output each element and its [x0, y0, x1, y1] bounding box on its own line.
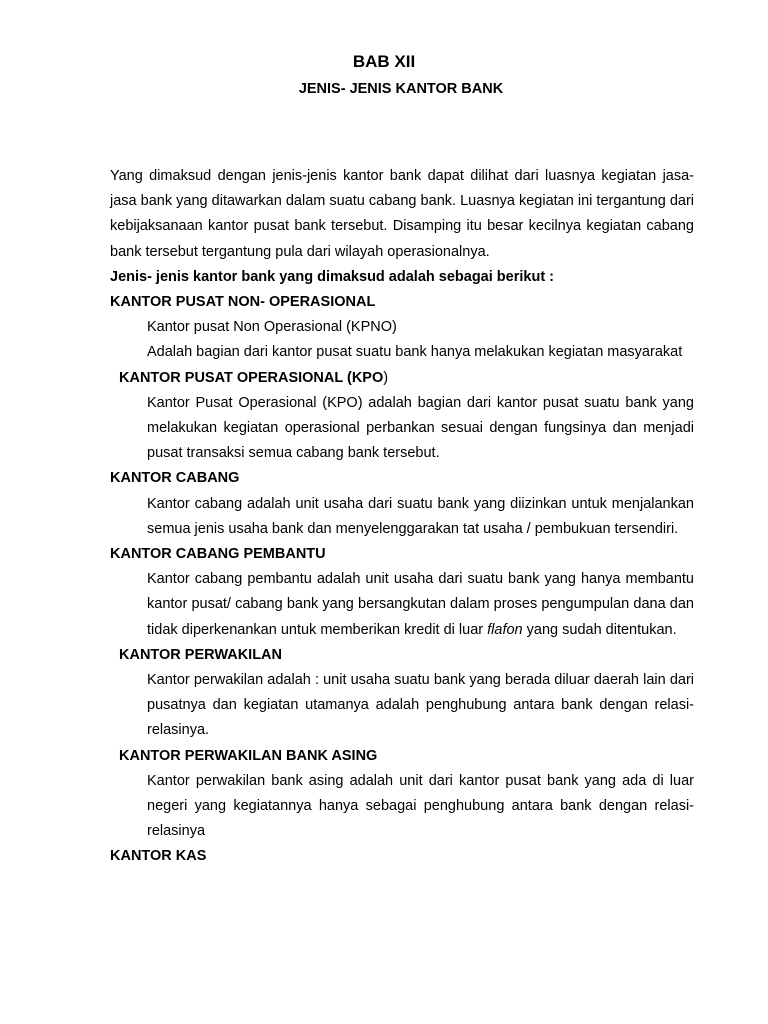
section-heading-kantor-kas: KANTOR KAS — [110, 848, 207, 865]
document-body — [110, 164, 694, 870]
section-text-kantor-cabang-pembantu — [110, 567, 694, 643]
section-heading-kantor-cabang-pembantu: KANTOR CABANG PEMBANTU — [110, 546, 326, 563]
intro-paragraph: Yang dimaksud dengan jenis-jenis kantor bank dapat dilihat dari luasnya kegiatan jasa-jasa bank yang ditawarkan dalam suatu cabang bank. Luasnya kegiatan ini tergantung dari kebijaksanaan kantor pusat bank tersebut. Disamping itu besar kecilnya kegiatan cabang bank tersebut tergantung pula dari wilayah operasionalnya. — [110, 168, 694, 260]
section-text-kantor-cabang: Kantor cabang adalah unit usaha dari suatu bank yang diizinkan untuk menjalankan semua jenis usaha bank dan menyelenggarakan tat usaha / pembukuan tersendiri. — [147, 495, 694, 537]
section-heading-tail: ) — [383, 369, 389, 386]
section-heading-kantor-perwakilan-bank-asing: KANTOR PERWAKILAN BANK ASING — [119, 747, 378, 764]
section-text-kpno-name: Kantor pusat Non Operasional (KPNO) — [147, 319, 397, 336]
section-text-italic: flafon — [487, 621, 523, 638]
chapter-heading: BAB XII — [352, 52, 416, 71]
section-heading-kantor-perwakilan: KANTOR PERWAKILAN — [119, 646, 282, 663]
section-text-kantor-perwakilan-bank-asing: Kantor perwakilan bank asing adalah unit dari kantor pusat bank yang ada di luar negeri yang kegiatannya hanya sebagai penghubung antara bank dengan relasi-relasinya — [147, 772, 694, 840]
section-text-kpno-description: Adalah bagian dari kantor pusat suatu bank hanya melakukan kegiatan masyarakat — [147, 344, 683, 361]
section-text-main: Kantor cabang pembantu adalah unit usaha dari suatu bank yang hanya membantu kantor pusat/ cabang bank yang bersangkutan dalam proses pengumpulan dana dan tidak diperkenankan untuk memberikan kredit di luar — [147, 571, 694, 638]
lead-sentence: Jenis- jenis kantor bank yang dimaksud adalah sebagai berikut : — [110, 268, 554, 285]
section-text-kantor-perwakilan: Kantor perwakilan adalah : unit usaha suatu bank yang berada diluar daerah lain dari pusatnya dan kegiatan utamanya adalah penghubung antara bank dengan relasi- relasinya. — [147, 672, 694, 739]
page-title: JENIS- JENIS KANTOR BANK — [298, 81, 504, 97]
section-heading-kantor-cabang: KANTOR CABANG — [110, 470, 240, 487]
section-heading-text: KANTOR PUSAT OPERASIONAL (KPO — [119, 369, 384, 386]
section-heading-kantor-pusat-operasional — [110, 366, 694, 391]
section-text-kpo: Kantor Pusat Operasional (KPO) adalah bagian dari kantor pusat suatu bank yang melakukan kegiatan operasional perbankan sesuai dengan fungsinya dan menjadi pusat transaksi semua cabang bank tersebut. — [147, 394, 694, 462]
section-text-end: yang sudah ditentukan. — [522, 621, 677, 638]
section-heading-kantor-pusat-non-operasional: KANTOR PUSAT NON- OPERASIONAL — [110, 294, 376, 311]
